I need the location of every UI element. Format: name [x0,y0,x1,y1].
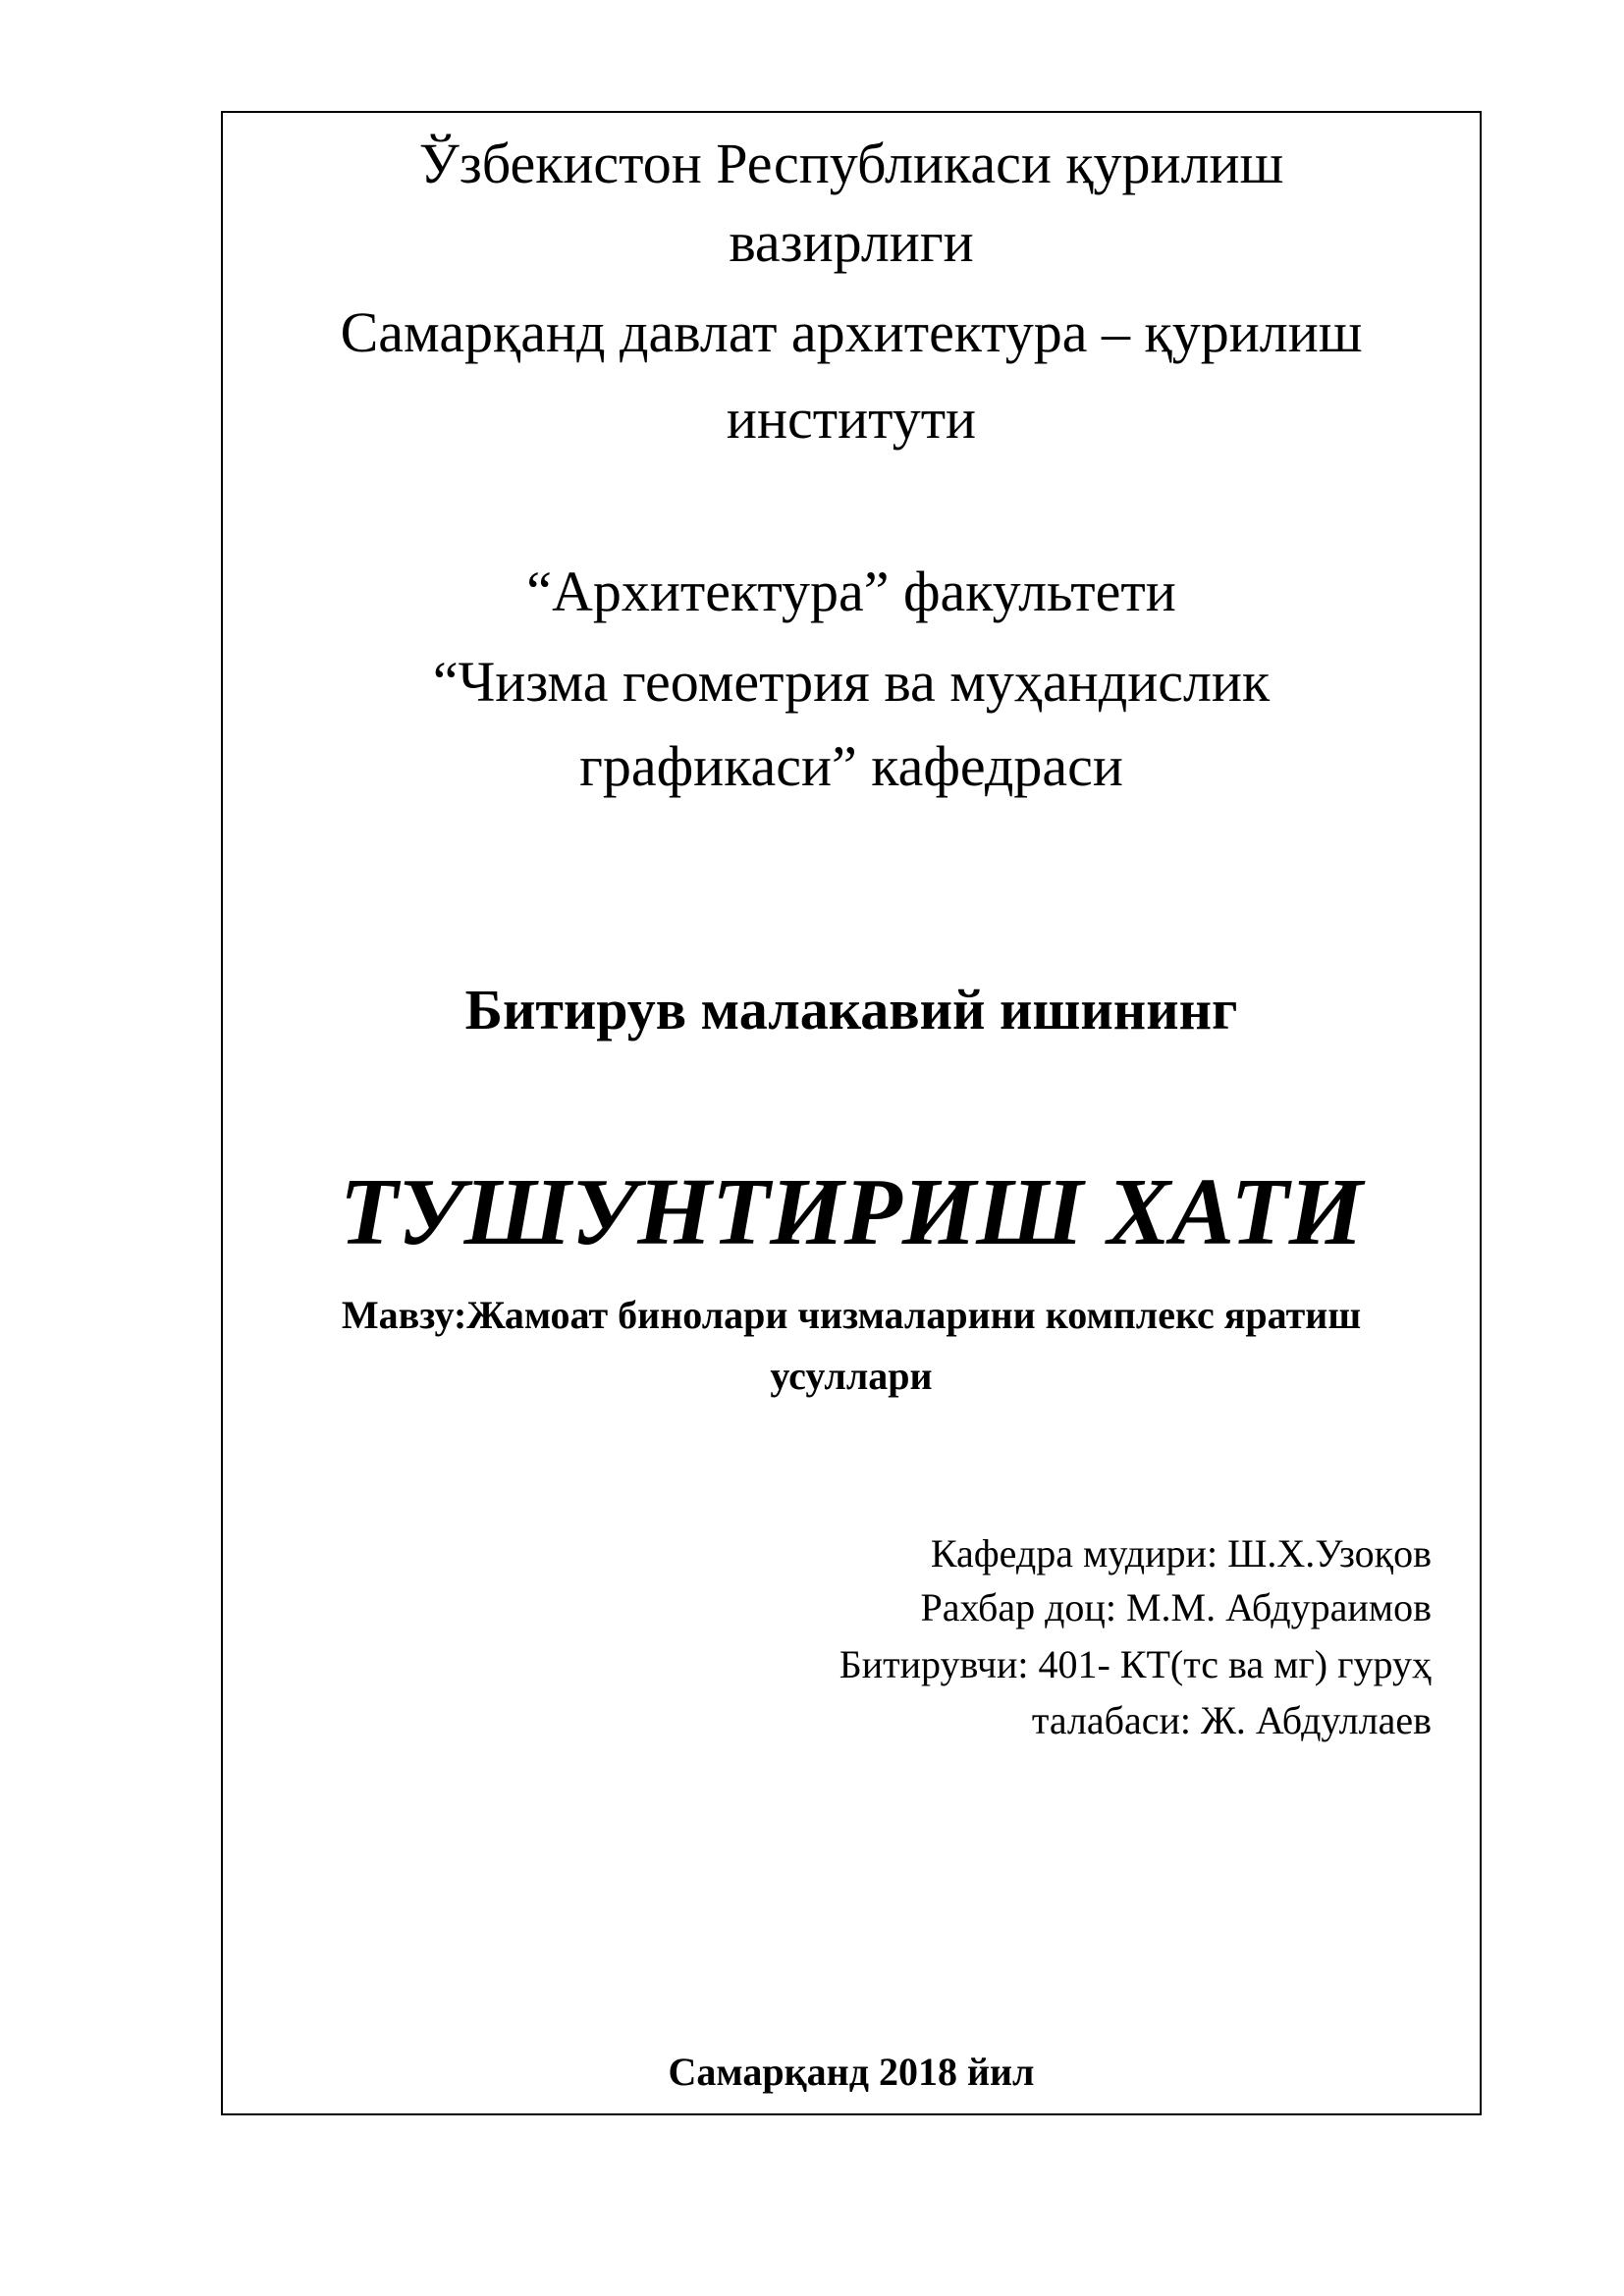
institute-line-1: Самарқанд давлат архитектура – қурилиш [340,300,1363,364]
work-title: ТУШУНТИРИШ ХАТИ [339,1159,1364,1264]
faculty-line: “Архитектура” факультети [526,560,1176,623]
department-line-1: “Чизма геометрия ва муҳандислик [432,650,1271,714]
credit-student: талабаси: Ж. Абдуллаев [1031,1698,1432,1742]
credit-graduate: Битирувчи: 401- КТ(тс ва мг) гуруҳ [839,1642,1432,1686]
ministry-line-2: вазирлиги [729,210,974,274]
topic-line-2: усуллари [770,1354,933,1398]
department-line-2: графикаси” кафедраси [579,734,1123,798]
credit-head: Кафедра мудири: Ш.Х.Узоқов [930,1531,1432,1575]
credit-supervisor: Рахбар доц: М.М. Абдураимов [920,1585,1432,1629]
topic-line-1: Мавзу:Жамоат бинолари чизмаларини комплекс яратиш [341,1293,1362,1337]
ministry-line-1: Ўзбекистон Республикаси қурилиш [418,132,1284,195]
work-subtitle: Битирув малакавий ишининг [464,978,1238,1041]
place-year: Самарқанд 2018 йил [668,2050,1035,2094]
institute-line-2: институти [726,387,977,451]
